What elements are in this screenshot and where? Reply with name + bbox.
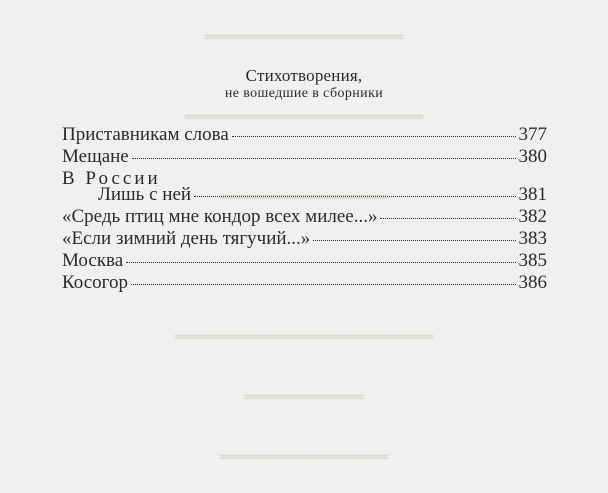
dot-leader (232, 136, 516, 137)
toc-entry (62, 146, 547, 168)
show-through-text: ════════════════════ (204, 30, 404, 45)
toc-entry-page: 382 (518, 206, 547, 227)
toc-entry (62, 272, 547, 294)
show-through-text: ════════════════════════ (184, 110, 424, 125)
toc-entry-title: Лишь с ней (98, 184, 192, 205)
toc-entry-title: Косогор (62, 272, 128, 293)
toc-entry (62, 206, 547, 228)
show-through-text: ═════════════════ (219, 190, 389, 205)
dot-leader (126, 262, 515, 263)
show-through-text: ══════════════════════════ (175, 330, 433, 345)
dot-leader (132, 158, 516, 159)
toc-entry (98, 184, 547, 206)
dot-leader (380, 218, 515, 219)
show-through-text: ═════════════════ (219, 450, 389, 465)
subsection-title: В России (62, 168, 161, 189)
section-subheading: не вошедшие в сборники (224, 86, 384, 101)
dot-leader (131, 284, 516, 285)
toc-entry-page: 383 (518, 228, 547, 249)
toc-entry (62, 228, 547, 250)
toc-entry-title: Приставникам слова (62, 124, 229, 145)
toc-entry-title: Москва (62, 250, 124, 271)
dot-leader (313, 240, 515, 241)
toc-entry (62, 250, 547, 272)
section-heading: Стихотворения, (245, 66, 363, 85)
toc-entry-page: 377 (518, 124, 547, 145)
toc-entry-title: «Если зимний день тягучий...» (62, 228, 311, 249)
toc-entry-title: «Средь птиц мне кондор всех милее...» (62, 206, 378, 227)
toc-entry (62, 124, 547, 146)
toc-entry-page: 380 (518, 146, 547, 167)
toc-entry-page: 386 (518, 272, 547, 293)
toc-entry-page: 381 (518, 184, 547, 205)
show-through-text: ════════════ (244, 390, 364, 405)
dot-leader (194, 196, 515, 197)
toc-entry-page: 385 (518, 250, 547, 271)
toc-entry-title: Мещане (62, 146, 129, 167)
